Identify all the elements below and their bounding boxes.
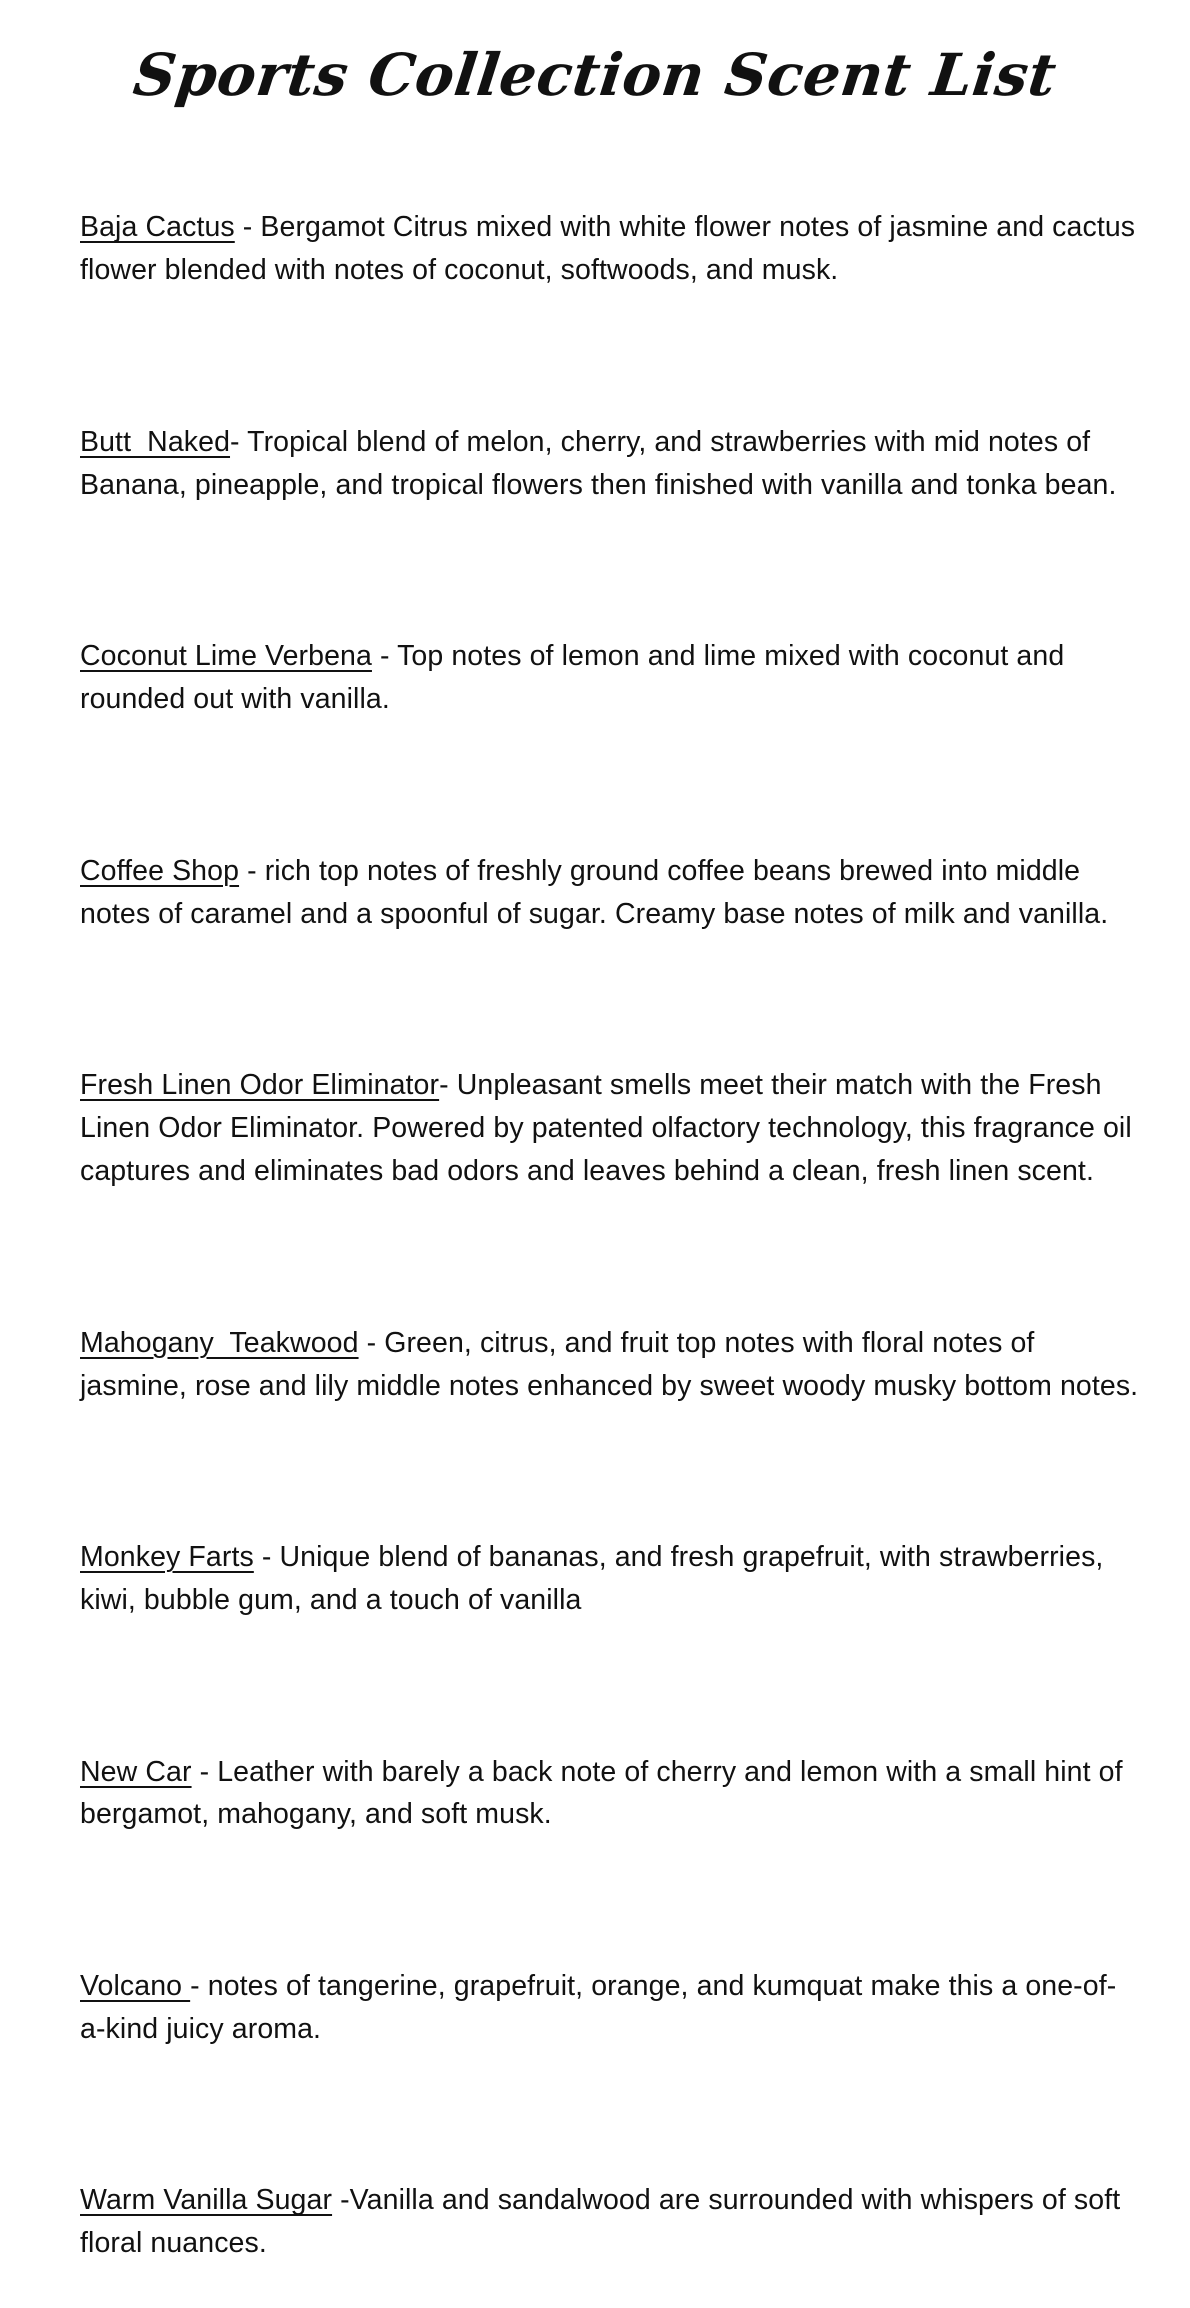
scent-description: Bergamot Citrus mixed with white flower notes of jasmine and cactus flower blended with notes of coconut, softwoods, and musk.	[80, 211, 1144, 287]
page-title: Sports Collection Scent List	[129, 41, 1061, 109]
scent-separator: -	[332, 2184, 350, 2217]
scent-separator: -	[439, 1069, 457, 1102]
scent-entry	[80, 1536, 1140, 1622]
scent-description: Unique blend of bananas, and fresh grapefruit, with strawberries, kiwi, bubble gum, and a touch of vanilla	[80, 1541, 1112, 1616]
scent-description: Unpleasant smells meet their match with the Fresh Linen Odor Eliminator. Powered by patented olfactory technology, this fragrance oil captures and eliminates bad odors and leaves behind a clean, fresh linen scent.	[80, 1069, 1140, 1188]
scent-separator: -	[230, 425, 248, 458]
scent-name: Warm Vanilla Sugar	[80, 2184, 333, 2217]
scent-description: Green, citrus, and fruit top notes with floral notes of jasmine, rose and lily middle notes enhanced by sweet woody musky bottom notes.	[80, 1326, 1139, 1402]
scent-separator: -	[253, 1541, 280, 1574]
scent-entry	[80, 1965, 1140, 2051]
scent-list	[80, 121, 1144, 2308]
scent-name: Butt Naked	[80, 425, 231, 458]
scent-description: rich top notes of freshly ground coffee beans brewed into middle notes of caramel and a spoonful of sugar. Creamy base notes of milk and vanilla.	[80, 854, 1109, 930]
scent-entry	[80, 1751, 1140, 1837]
scent-entry	[80, 850, 1140, 936]
scent-name: Volcano	[80, 1969, 191, 2002]
scent-description: notes of tangerine, grapefruit, orange, and kumquat make this a one-of-a-kind juicy aroma.	[80, 1969, 1117, 2045]
scent-entry	[80, 1322, 1140, 1408]
scent-separator: -	[191, 1755, 218, 1788]
scent-separator: -	[190, 1969, 208, 2002]
scent-description: Tropical blend of melon, cherry, and strawberries with mid notes of Banana, pineapple, and tropical flowers then finished with vanilla and tonka bean.	[80, 425, 1117, 501]
scent-description: Vanilla and sandalwood are surrounded with whispers of soft floral nuances.	[80, 2184, 1129, 2260]
scent-separator: -	[239, 854, 265, 887]
scent-name: Coffee Shop	[80, 854, 240, 887]
scent-entry	[80, 421, 1140, 507]
scent-entry	[80, 1064, 1140, 1193]
scent-separator: -	[371, 640, 398, 673]
scent-name: New Car	[80, 1755, 192, 1788]
scent-entry	[80, 635, 1140, 721]
scent-name: Monkey Farts	[80, 1541, 254, 1574]
scent-entry	[80, 2179, 1140, 2265]
scent-separator: -	[358, 1326, 385, 1359]
scent-name: Baja Cactus	[80, 211, 235, 244]
scent-name: Fresh Linen Odor Eliminator	[80, 1069, 440, 1102]
scent-entry	[80, 206, 1144, 292]
scent-description: Leather with barely a back note of cherry and lemon with a small hint of bergamot, mahogany, and soft musk.	[80, 1755, 1131, 1831]
scent-separator: -	[234, 211, 261, 244]
scent-description: Top notes of lemon and lime mixed with coconut and rounded out with vanilla.	[80, 640, 1073, 716]
scent-name: Mahogany Teakwood	[80, 1326, 359, 1359]
scent-name: Coconut Lime Verbena	[80, 640, 372, 673]
